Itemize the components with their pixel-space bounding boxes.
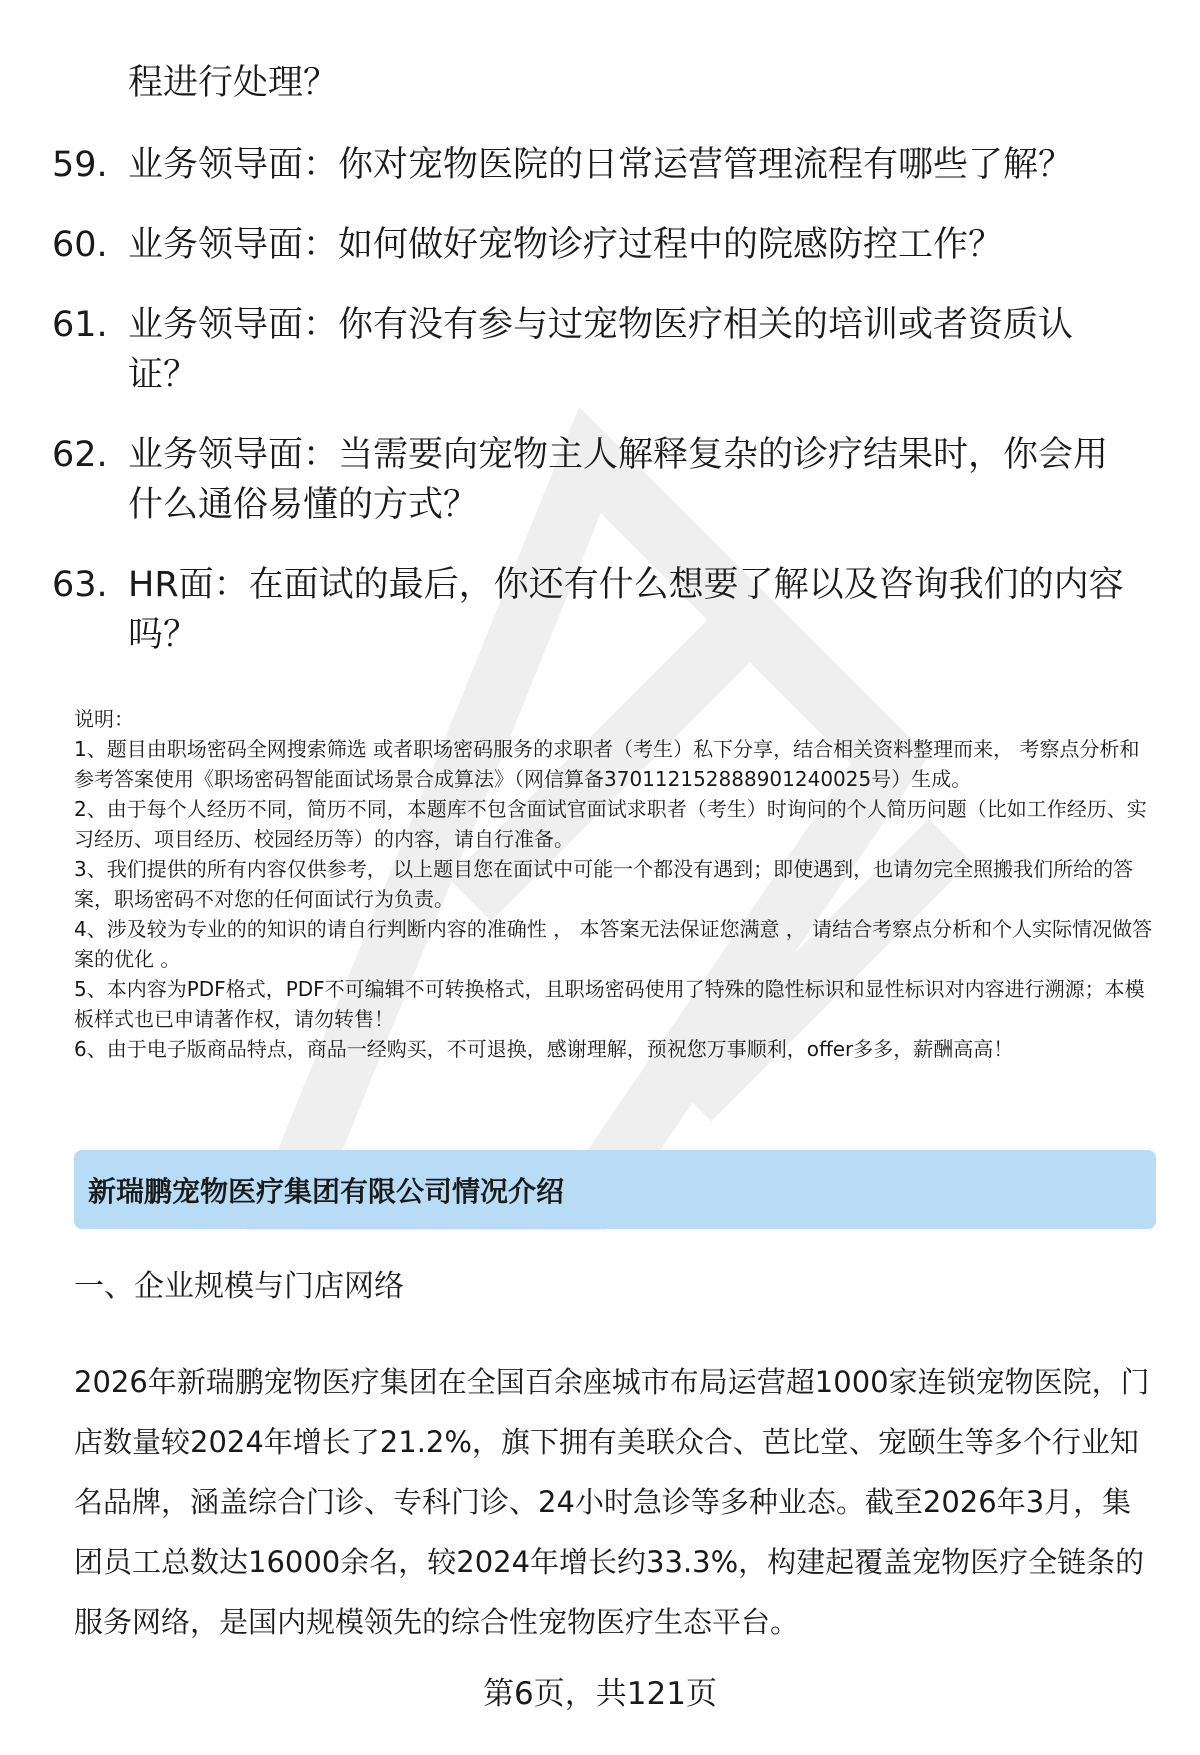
question-number: 63. — [52, 565, 108, 605]
note-item: 6、由于电子版商品特点，商品一经购买，不可退换，感谢理解，预祝您万事顺利，offer多多，薪酬高高！ — [74, 1037, 1014, 1061]
note-item: 3、我们提供的所有内容仅供参考， 以上题目您在面试中可能一个都没有遇到；即使遇到，也请勿完全照搬我们所给的答案，职场密码不对您的任何面试行为负责。 — [74, 857, 1134, 911]
question-text: 业务领导面：你有没有参与过宠物医疗相关的培训或者资质认证？ — [128, 305, 1074, 395]
notes-section — [74, 704, 1154, 1064]
question-text: 业务领导面：如何做好宠物诊疗过程中的院感防控工作？ — [128, 225, 1004, 265]
company-banner-title: 新瑞鹏宠物医疗集团有限公司情况介绍 — [88, 1174, 565, 1208]
company-banner — [74, 1150, 1156, 1229]
page-number: 第6页，共121页 — [483, 1676, 717, 1712]
question-text: 业务领导面：你对宠物医院的日常运营管理流程有哪些了解？ — [128, 145, 1074, 185]
question-item — [52, 430, 1152, 530]
note-item: 5、本内容为PDF格式，PDF不可编辑不可转换格式，且职场密码使用了特殊的隐性标识和显性标识对内容进行溯源；本模板样式也已申请著作权，请勿转售！ — [74, 977, 1145, 1031]
note-item: 2、由于每个人经历不同，简历不同，本题库不包含面试官面试求职者（考生）时询问的个人简历问题（比如工作经历、实习经历、项目经历、校园经历等）的内容，请自行准备。 — [74, 797, 1147, 851]
question-text: 业务领导面：当需要向宠物主人解释复杂的诊疗结果时，你会用什么通俗易懂的方式？ — [128, 435, 1109, 525]
section-heading: 一、企业规模与门店网络 — [74, 1269, 404, 1304]
notes-title: 说明： — [74, 707, 134, 731]
note-item: 4、涉及较为专业的的知识的请自行判断内容的准确性 ， 本答案无法保证您满意 ， 请结合考察点分析和个人实际情况做答案的优化 。 — [74, 917, 1153, 971]
question-continuation: 程进行处理？ — [128, 63, 339, 103]
question-item — [52, 140, 1152, 190]
note-item: 1、题目由职场密码全网搜索筛选 或者职场密码服务的求职者（考生）私下分享，结合相关资料整理而来， 考察点分析和参考答案使用《职场密码智能面试场景合成算法》（网信算备370112152888901240025号）生成。 — [74, 737, 1140, 791]
question-item — [52, 220, 1152, 270]
question-number: 61. — [52, 305, 108, 345]
question-number: 62. — [52, 435, 108, 475]
question-number: 60. — [52, 225, 108, 265]
question-number: 59. — [52, 145, 108, 185]
question-list — [52, 140, 1152, 690]
company-paragraph: 2026年新瑞鹏宠物医疗集团在全国百余座城市布局运营超1000家连锁宠物医院，门店数量较2024年增长了21.2%，旗下拥有美联众合、芭比堂、宠颐生等多个行业知名品牌，涵盖综合门诊、专科门诊、24小时急诊等多种业态。截至2026年3月，集团员工总数达16000余名，较2024年增长约33.3%，构建起覆盖宠物医疗全链条的服务网络，是国内规模领先的综合性宠物医疗生态平台。 — [74, 1365, 1150, 1639]
question-item — [52, 560, 1152, 660]
question-item — [52, 300, 1152, 400]
question-text: HR面：在面试的最后，你还有什么想要了解以及咨询我们的内容吗？ — [128, 565, 1124, 655]
